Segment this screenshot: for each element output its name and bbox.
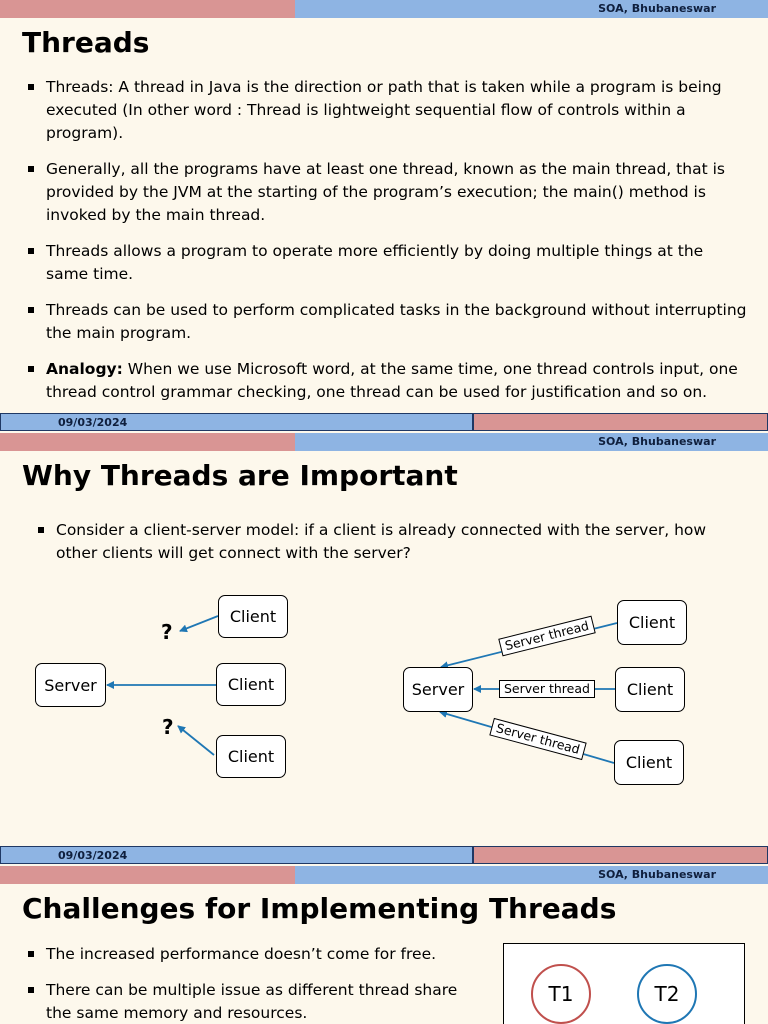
client-box: Client xyxy=(615,667,685,712)
server-thread-label: Server thread xyxy=(489,718,586,760)
thread-circle-t1 xyxy=(531,964,591,1024)
bullet-marker xyxy=(28,166,34,172)
client-box: Client xyxy=(617,600,687,645)
bullet-item xyxy=(26,158,748,227)
bullet-marker xyxy=(38,527,44,533)
thread-illustration xyxy=(503,943,745,1024)
footer-bar xyxy=(0,846,768,865)
footer-date: 09/03/2024 xyxy=(58,849,128,862)
arrow-connector xyxy=(178,726,214,755)
header-bar-accent-left xyxy=(0,0,295,18)
header-bar-accent-left xyxy=(0,866,295,884)
bullet-marker xyxy=(28,987,34,993)
bullet-list xyxy=(36,519,726,578)
client-box: Client xyxy=(218,595,288,638)
slide-title: Why Threads are Important xyxy=(22,459,458,492)
footer-date: 09/03/2024 xyxy=(58,416,128,429)
bullet-text: Threads allows a program to operate more efficiently by doing multiple things at the same time. xyxy=(46,242,704,283)
bullet-item xyxy=(26,76,748,145)
question-mark: ? xyxy=(162,715,174,739)
bullet-item xyxy=(26,299,748,345)
header-org-label: SOA, Bhubaneswar xyxy=(598,435,716,448)
slide-why-threads xyxy=(0,433,768,866)
header-org-label: SOA, Bhubaneswar xyxy=(598,2,716,15)
bullet-marker xyxy=(28,248,34,254)
bullet-item xyxy=(36,519,726,565)
bullet-text: Threads: A thread in Java is the direction or path that is taken while a program is being executed (In other word : Thread is lightweight sequential flow of controls within a program). xyxy=(46,78,722,142)
question-mark: ? xyxy=(161,620,173,644)
bullet-item xyxy=(26,943,466,966)
server-box: Server xyxy=(403,667,473,712)
bullet-item xyxy=(26,358,748,404)
bullet-text: When we use Microsoft word, at the same time, one thread controls input, one thread control grammar checking, one thread can be used for justification and so on. xyxy=(46,360,738,401)
bullet-text: Generally, all the programs have at least one thread, known as the main thread, that is provided by the JVM at the starting of the program’s execution; the main() method is invoked by the main thread. xyxy=(46,160,725,224)
slide-title: Challenges for Implementing Threads xyxy=(22,892,617,925)
bullet-marker xyxy=(28,366,34,372)
bullet-marker xyxy=(28,84,34,90)
header-bar xyxy=(0,0,768,18)
client-box: Client xyxy=(614,740,684,785)
footer-bar-accent-right xyxy=(473,413,768,431)
client-box: Client xyxy=(216,663,286,706)
thread-label: T1 xyxy=(548,982,574,1006)
client-server-diagram xyxy=(0,583,768,823)
server-thread-label: Server thread xyxy=(498,616,595,657)
bullet-list xyxy=(26,943,466,1024)
client-box: Client xyxy=(216,735,286,778)
slide-threads xyxy=(0,0,768,433)
slide-challenges xyxy=(0,866,768,1024)
bullet-text: Consider a client-server model: if a client is already connected with the server, how other clients will get connect with the server? xyxy=(56,521,707,562)
footer-bar-accent-right xyxy=(473,846,768,864)
arrow-connector xyxy=(180,616,218,631)
footer-bar xyxy=(0,413,768,432)
bullet-item xyxy=(26,240,748,286)
bullet-marker xyxy=(28,307,34,313)
header-org-label: SOA, Bhubaneswar xyxy=(598,868,716,881)
bullet-text: The increased performance doesn’t come for free. xyxy=(46,945,437,963)
bullet-text: There can be multiple issue as different thread share the same memory and resources. xyxy=(46,981,458,1022)
bullet-marker xyxy=(28,951,34,957)
header-bar-accent-left xyxy=(0,433,295,451)
bullet-text: Threads can be used to perform complicated tasks in the background without interrupting the main program. xyxy=(46,301,747,342)
thread-label: T2 xyxy=(654,982,680,1006)
thread-circle-t2 xyxy=(637,964,697,1024)
bullet-item xyxy=(26,979,466,1024)
header-bar xyxy=(0,433,768,451)
server-box: Server xyxy=(35,663,106,707)
slide-title: Threads xyxy=(22,26,150,59)
bullet-list xyxy=(26,76,748,417)
bullet-label: Analogy: xyxy=(46,360,123,378)
header-bar xyxy=(0,866,768,884)
server-thread-label: Server thread xyxy=(499,680,595,698)
